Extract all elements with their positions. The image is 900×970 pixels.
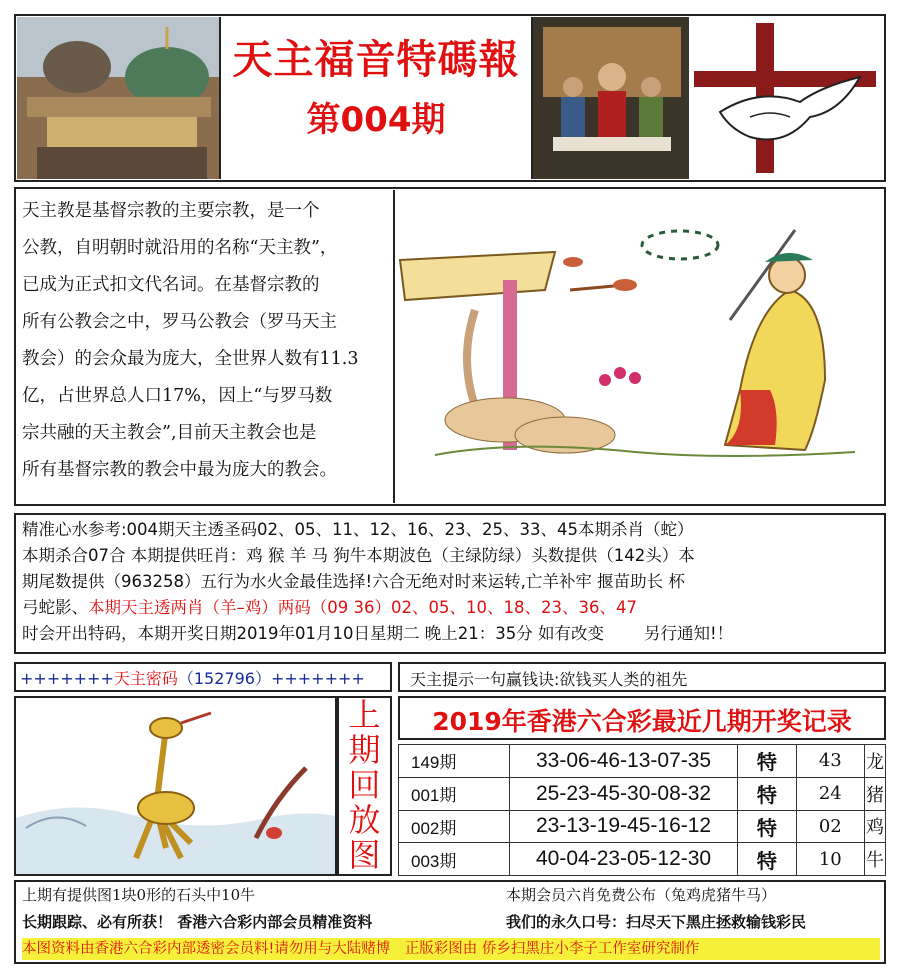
special-label: 特 (738, 777, 796, 810)
church-image (17, 17, 221, 179)
numbers-cell: 25-23-45-30-08-32 (509, 777, 737, 810)
intro-line: 已成为正式扣文代名词。在基督宗教的 (22, 275, 320, 295)
special-label: 特 (738, 843, 796, 876)
footer-left-1: 上期有提供图1块0形的石头中10牛 (22, 886, 256, 904)
vertical-char: 期 (348, 731, 381, 769)
intro-line: 所有基督宗教的教会中最为庞大的教会。 (22, 460, 337, 480)
cross-dove-image (690, 17, 883, 179)
numbers-cell: 33-06-46-13-07-35 (509, 745, 737, 778)
vertical-char: 上 (348, 696, 381, 734)
secret-label: 天主密码 (113, 669, 178, 688)
numbers-cell: 23-13-19-45-16-12 (509, 810, 737, 843)
numbers-cell: 40-04-23-05-12-30 (509, 843, 737, 876)
special-label: 特 (738, 810, 796, 843)
intro-text (22, 193, 388, 489)
issue-number: 第004期 (306, 100, 446, 140)
secret-plus-right: +++++++ (270, 669, 365, 688)
secret-code-value: （152796） (177, 669, 271, 688)
footer-right-2: 我们的永久口号：扫尽天下黑庄拯救输钱彩民 (506, 913, 807, 931)
zodiac-cell: 牛 (865, 843, 886, 876)
special-number: 02 (796, 810, 864, 843)
zodiac-cell: 龙 (865, 745, 886, 778)
table-row (399, 843, 886, 876)
tips-text (22, 517, 884, 647)
tips-line-2: 本期杀合07合 本期提供旺肖：鸡 猴 羊 马 狗牛本期波色（主绿防绿）头数提供（142头）本 (22, 546, 695, 565)
tips-line-4 (22, 595, 884, 621)
last-supper-image (531, 17, 689, 179)
tips-line-5-tail: 另行通知!！ (643, 624, 734, 643)
special-number: 24 (796, 777, 864, 810)
intro-line: 教会）的会众最为庞大，全世界人数有11.3 (22, 349, 359, 369)
special-number: 43 (796, 745, 864, 778)
tips-line-3: 期尾数提供（963258）五行为水火金最佳选择!六合无绝对时来运转,亡羊补牢 揠苗助长 杯 (22, 572, 685, 591)
footer-right-1: 本期会员六肖免费公布（兔鸡虎猪牛马） (506, 886, 777, 904)
intro-line: 亿，占世界总人口17%，因上“与罗马数 (22, 386, 333, 406)
table-row (399, 810, 886, 843)
footer-left-2: 长期跟踪、必有所获！ 香港六合彩内部会员精准资料 (22, 913, 373, 931)
page-title: 天主福音特碼報 (232, 37, 520, 83)
vertical-label (337, 698, 392, 873)
special-label: 特 (738, 745, 796, 778)
footer-banner: 本图资料由香港六合彩内部透密会员料!请勿用与大陆赌博 正版彩图由 侨乡扫黑庄小李子工作室研究制作 (22, 938, 880, 960)
intro-line: 宗共融的天主教会”,目前天主教会也是 (22, 423, 317, 443)
tips-line-4-red: 本期天主透两肖（羊–鸡）两码（09 36）02、05、10、18、23、36、47 (88, 598, 637, 617)
zodiac-cell: 猪 (865, 777, 886, 810)
archer-illustration (393, 190, 883, 503)
tips-line-5-main: 时会开出特码，本期开奖日期2019年01月10日星期二 晚上21：35分 如有改变 (22, 624, 604, 643)
records-table (398, 744, 886, 876)
zodiac-cell: 鸡 (865, 810, 886, 843)
secret-code (20, 666, 390, 689)
giraffe-panel (14, 696, 337, 876)
vertical-char: 图 (348, 836, 381, 874)
period-cell: 003期 (399, 843, 510, 876)
intro-line: 天主教是基督宗教的主要宗教，是一个 (22, 201, 320, 221)
table-row (399, 745, 886, 778)
vertical-char: 放 (348, 801, 381, 839)
tips-line-5 (22, 621, 884, 647)
records-title: 2019年香港六合彩最近几期开奖记录 (432, 707, 852, 736)
period-cell: 001期 (399, 777, 510, 810)
vertical-char: 回 (348, 766, 381, 804)
tips-line-1: 精准心水参考:004期天主透圣码02、05、11、12、16、23、25、33、45本期杀肖（蛇） (22, 520, 694, 539)
intro-line: 所有公教会之中，罗马公教会（罗马天主 (22, 312, 337, 332)
period-cell: 149期 (399, 745, 510, 778)
hint-text: 天主提示一句赢钱诀:欲钱买人类的祖先 (410, 670, 688, 689)
table-row (399, 777, 886, 810)
tips-line-4-plain: 弓蛇影、 (22, 598, 88, 617)
period-cell: 002期 (399, 810, 510, 843)
secret-plus-left: +++++++ (20, 669, 114, 688)
intro-line: 公教，自明朝时就沿用的名称“天主教”， (22, 238, 338, 258)
special-number: 10 (796, 843, 864, 876)
